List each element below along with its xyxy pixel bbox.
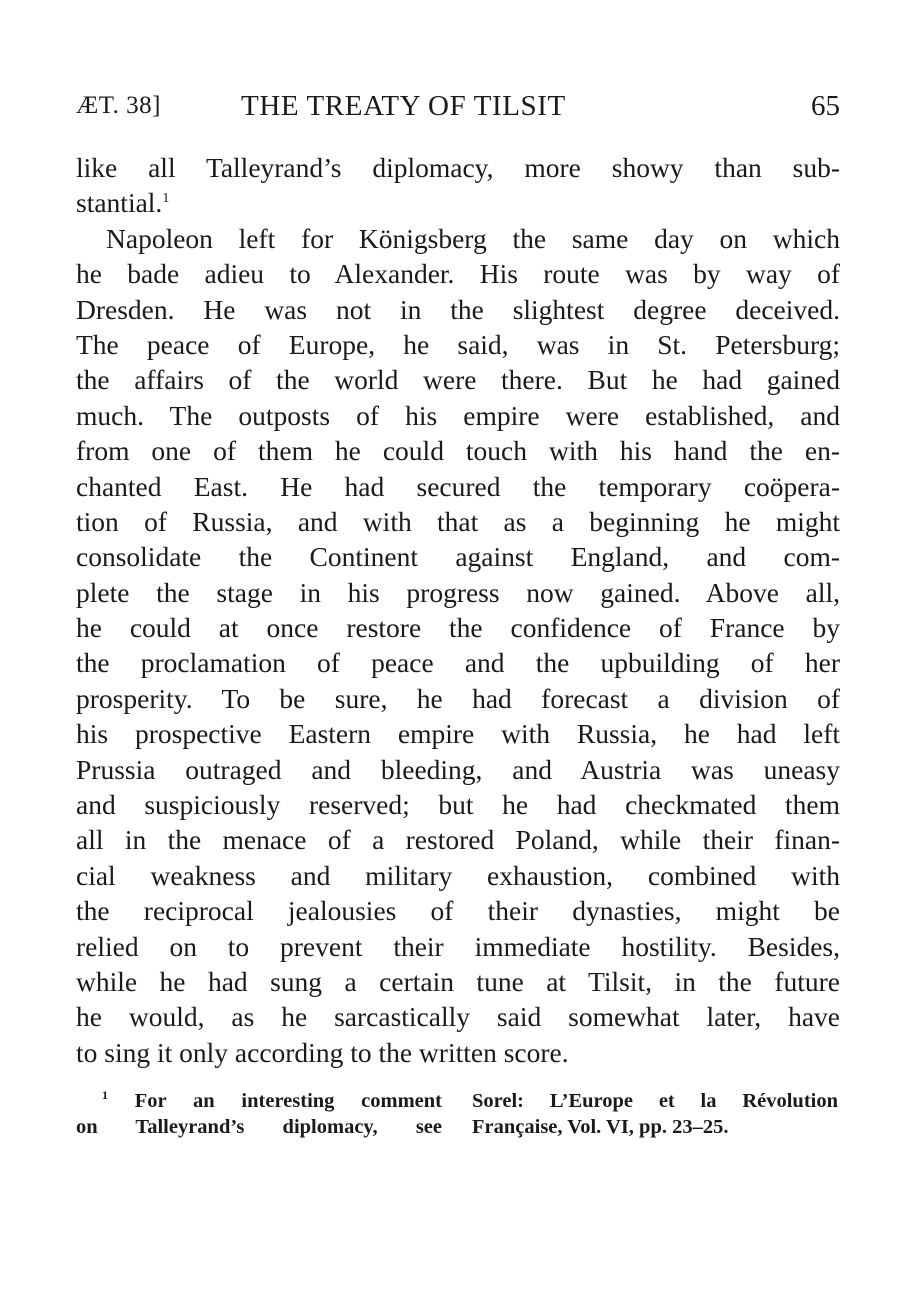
text-line: the proclamation of peace and the upbuilding of her — [76, 647, 840, 679]
text-line: and suspiciously reserved; but he had checkmated them — [76, 789, 840, 821]
footnote-reference: 1 — [162, 191, 170, 207]
body-text — [76, 150, 840, 1070]
text-line: The peace of Europe, he said, was in St. Petersburg; — [76, 328, 840, 360]
text-line: the affairs of the world were there. But he had gained — [76, 364, 840, 396]
text-line: all in the menace of a restored Poland, while their finan- — [76, 824, 840, 856]
footnote-marker: 1 — [102, 1088, 108, 1102]
text-line: while he had sung a certain tune at Tilsit, in the future — [76, 965, 840, 997]
text-line: he would, as he sarcastically said somewhat later, have — [76, 1001, 840, 1033]
text-line: chanted East. He had secured the temporary coöpera- — [76, 470, 840, 502]
text-line — [76, 185, 840, 220]
text-line: Dresden. He was not in the slightest degree deceived. — [76, 293, 840, 325]
text-line: Napoleon left for Königsberg the same day on which — [106, 222, 840, 254]
text-line: the reciprocal jealousies of their dynasties, might be — [76, 895, 840, 927]
text-line: cial weakness and military exhaustion, combined with — [76, 859, 840, 891]
running-header — [76, 84, 840, 128]
text-line: relied on to prevent their immediate hostility. Besides, — [76, 930, 840, 962]
footnote-left-column — [76, 1088, 442, 1140]
footnote-line-text: For an interesting comment — [134, 1090, 442, 1112]
chapter-title: THE TREATY OF TILSIT — [241, 90, 566, 122]
footnote-line — [76, 1088, 442, 1114]
text-line: plete the stage in his progress now gained. Above all, — [76, 576, 840, 608]
text-line: to sing it only according to the written score. — [76, 1036, 569, 1068]
header-age-marker: ÆT. 38] — [76, 92, 161, 119]
text-line: tion of Russia, and with that as a beginning he might — [76, 505, 840, 537]
text-line: consolidate the Continent against England, and com- — [76, 541, 840, 573]
text-line: like all Talleyrand’s diplomacy, more showy than sub- — [76, 152, 840, 183]
footnote-line: Française, Vol. VI, pp. 23–25. — [472, 1116, 729, 1138]
text-line: much. The outposts of his empire were established, and — [76, 399, 840, 431]
page-number: 65 — [811, 90, 840, 122]
footnote-right-column — [472, 1088, 838, 1140]
text-line: Prussia outraged and bleeding, and Austria was uneasy — [76, 753, 840, 785]
text-line: his prospective Eastern empire with Russia, he had left — [76, 718, 840, 750]
text-line: he bade adieu to Alexander. His route was by way of — [76, 258, 840, 290]
footnote-line: Sorel: L’Europe et la Révolution — [472, 1090, 838, 1112]
footnote-line: on Talleyrand’s diplomacy, see — [76, 1116, 442, 1138]
text-line: he could at once restore the confidence of France by — [76, 612, 840, 644]
text-line-content: stantial. — [76, 187, 163, 219]
text-line: from one of them he could touch with his hand the en- — [76, 435, 840, 467]
text-line: prosperity. To be sure, he had forecast a division of — [76, 682, 840, 714]
